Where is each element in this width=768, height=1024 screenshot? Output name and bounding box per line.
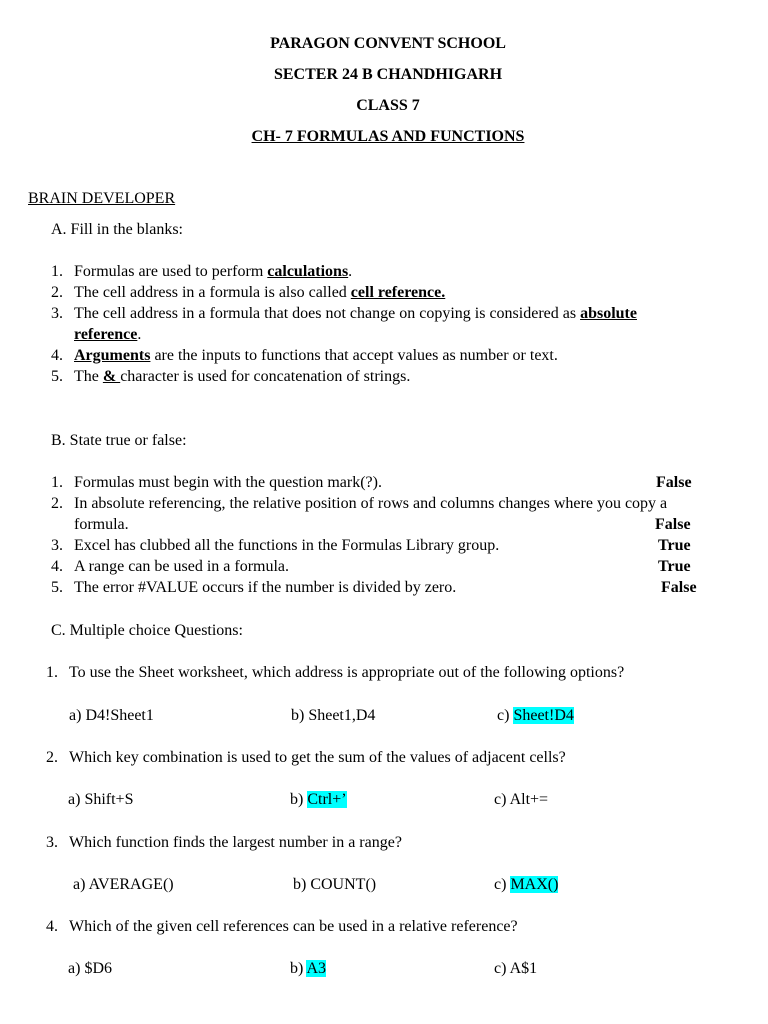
fill-item-4: 4. Arguments are the inputs to functions that accept values as number or text. [51,347,558,364]
mcq-2-option-b: b) Ctrl+’ [290,791,347,808]
mcq-2-correct-answer: Ctrl+’ [307,791,347,808]
tf-answer-4: True [658,558,691,575]
mcq-3-option-b: b) COUNT() [293,876,377,893]
tf-item-5: 5. The error #VALUE occurs if the number is divided by zero. [51,579,457,596]
tf-item-3: 3. Excel has clubbed all the functions in the Formulas Library group. [51,537,500,554]
tf-item-4: 4. A range can be used in a formula. [51,558,290,575]
mcq-4-option-c: c) A$1 [494,960,538,977]
class-label: CLASS 7 [356,97,420,114]
mcq-1-option-a: a) D4!Sheet1 [69,707,154,724]
mcq-2-option-c: c) Alt+= [494,791,549,808]
tf-item-1: 1. Formulas must begin with the question mark(?). [51,474,382,491]
fill-answer-1: calculations [267,263,349,280]
tf-answer-2: False [655,516,691,533]
mcq-1-correct-answer: Sheet!D4 [513,707,574,724]
mcq-3-option-a: a) AVERAGE() [73,876,174,893]
section-title: BRAIN DEVELOPER [28,190,176,207]
mcq-1-option-c: c) Sheet!D4 [497,707,574,724]
mcq-question-1: 1. To use the Sheet worksheet, which address is appropriate out of the following options? [46,664,625,681]
part-b-heading: B. State true or false: [51,432,187,449]
part-a-heading: A. Fill in the blanks: [51,221,183,238]
fill-answer-4: Arguments [74,347,151,364]
tf-item-2: 2. In absolute referencing, the relative position of rows and columns changes where you copy a [51,495,668,512]
fill-answer-5: & [102,368,121,385]
fill-item-5: 5. The & character is used for concatenation of strings. [51,368,411,385]
fill-item-1: 1. Formulas are used to perform calculations. [51,263,353,280]
fill-item-3-cont: reference. [74,326,142,343]
school-address: SECTER 24 B CHANDHIGARH [273,66,503,83]
tf-answer-1: False [656,474,692,491]
mcq-4-option-b: b) A3 [290,960,327,977]
chapter-title: CH- 7 FORMULAS AND FUNCTIONS [251,128,525,145]
mcq-3-correct-answer: MAX() [510,876,559,893]
fill-answer-2: cell reference. [350,284,446,301]
mcq-1-option-b: b) Sheet1,D4 [291,707,376,724]
school-name: PARAGON CONVENT SCHOOL [270,35,506,52]
part-c-heading: C. Multiple choice Questions: [51,622,243,639]
fill-item-2: 2. The cell address in a formula is also called cell reference. [51,284,446,301]
mcq-4-option-a: a) $D6 [68,960,112,977]
fill-answer-3: absolute [580,305,637,322]
fill-answer-3b: reference [74,326,138,343]
mcq-2-option-a: a) Shift+S [68,791,134,808]
fill-item-3: 3. The cell address in a formula that does not change on copying is considered as absolute [51,305,637,322]
tf-answer-3: True [658,537,691,554]
mcq-question-4: 4. Which of the given cell references can be used in a relative reference? [46,918,518,935]
tf-item-2-cont: formula. [74,516,129,533]
mcq-question-2: 2. Which key combination is used to get the sum of the values of adjacent cells? [46,749,566,766]
mcq-4-correct-answer: A3 [306,960,327,977]
mcq-3-option-c: c) MAX() [494,876,559,893]
tf-answer-5: False [661,579,697,596]
mcq-question-3: 3. Which function finds the largest number in a range? [46,834,402,851]
